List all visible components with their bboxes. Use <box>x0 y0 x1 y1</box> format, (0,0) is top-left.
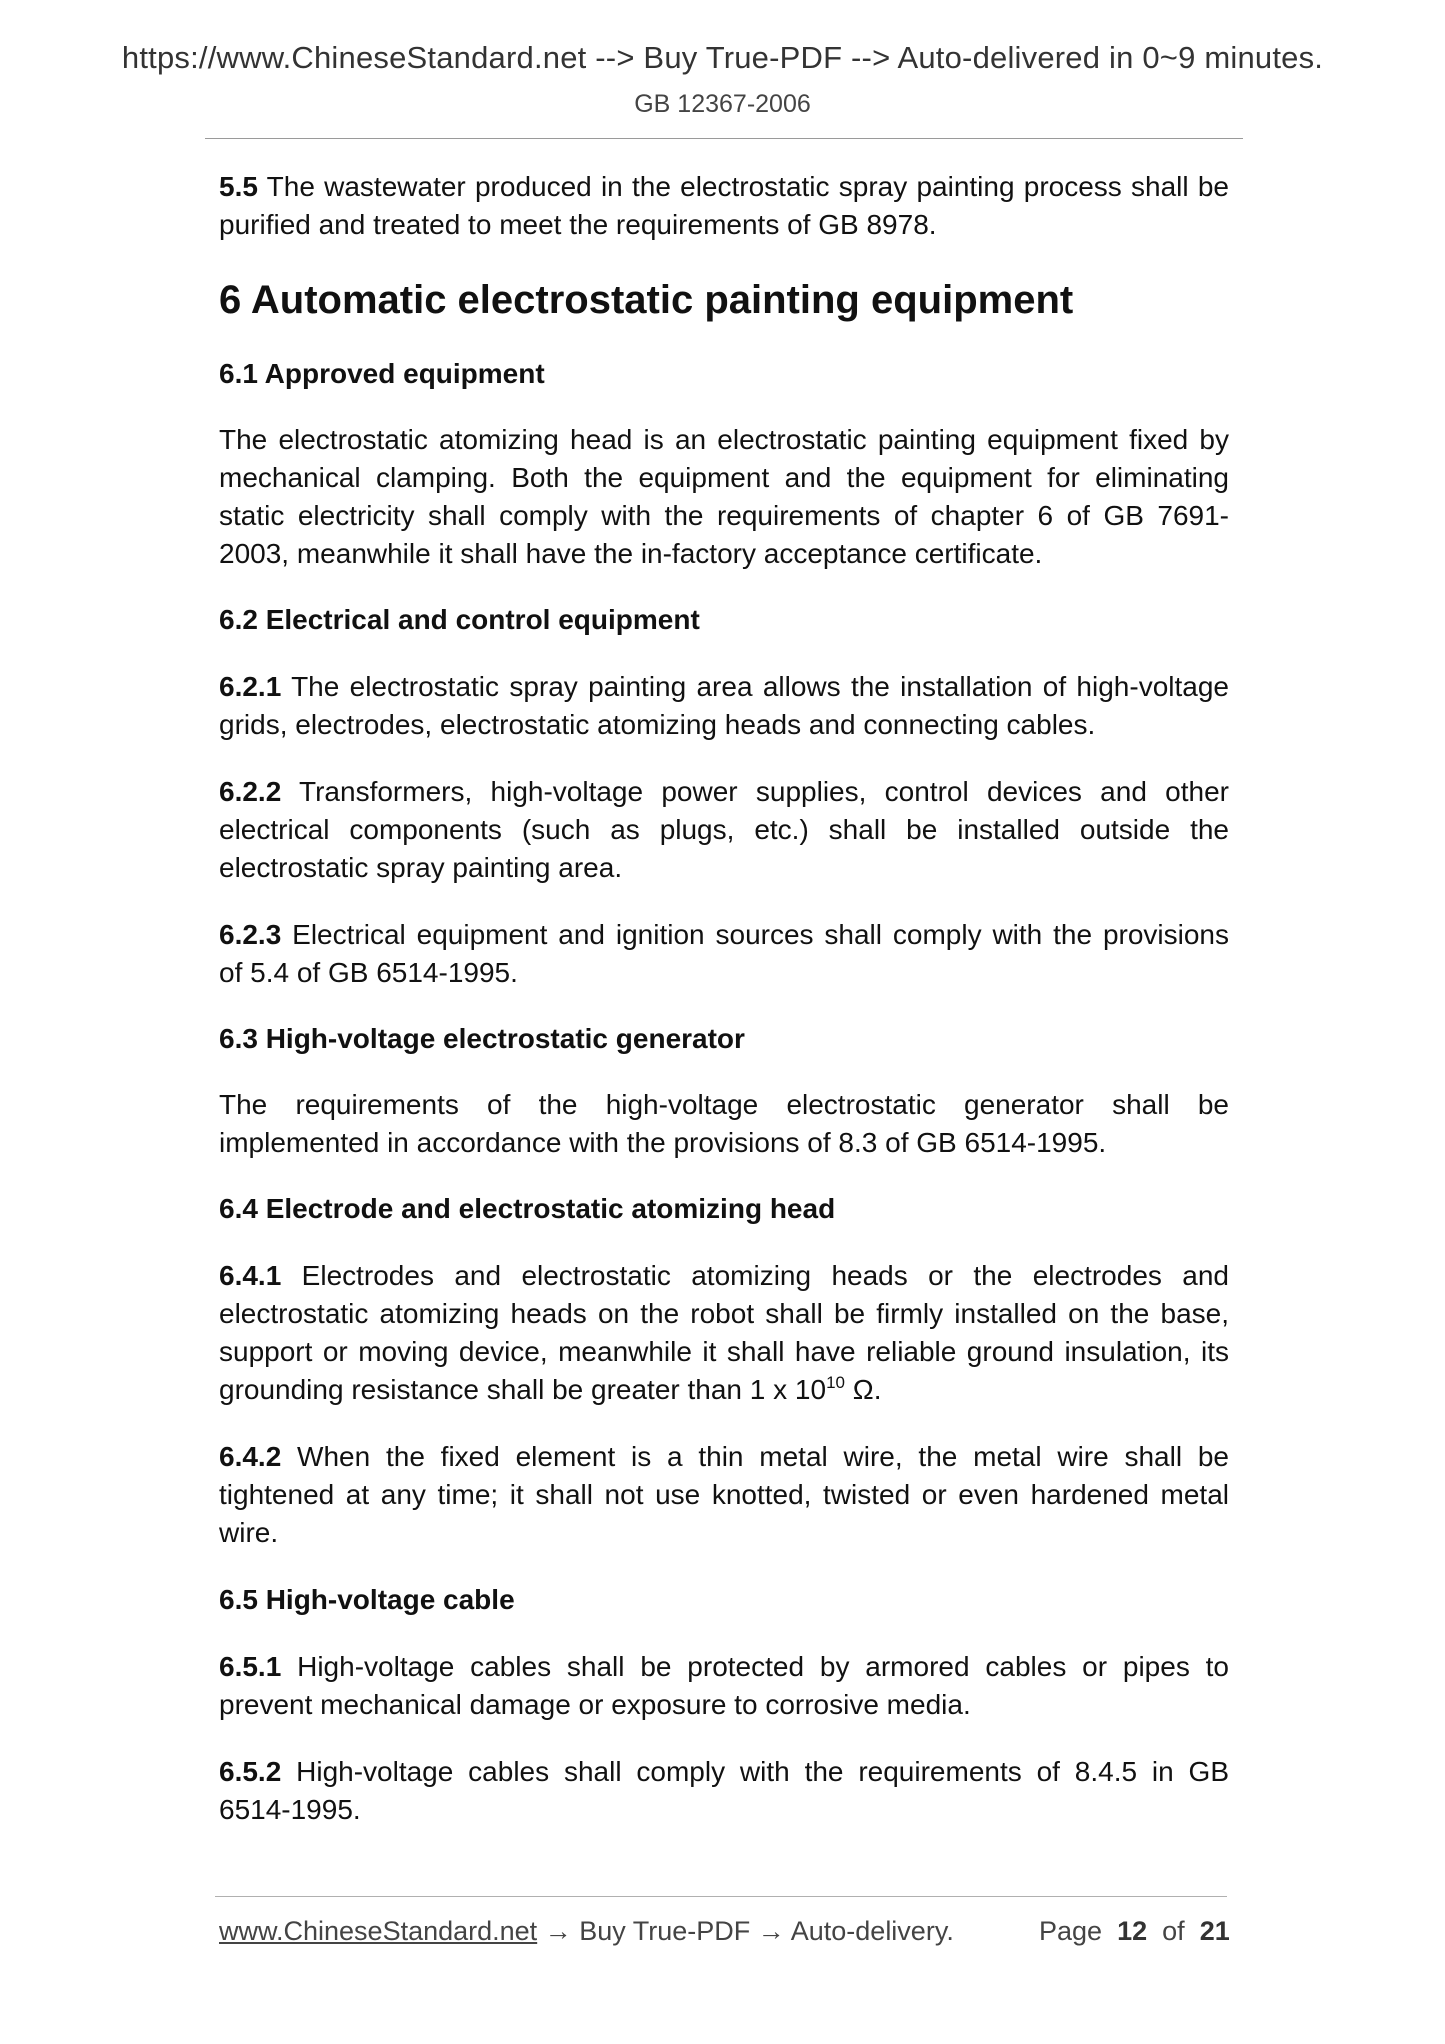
footer-promo <box>219 1916 954 1947</box>
page-counter <box>1039 1916 1230 1947</box>
clause-6-4-1 <box>219 1257 1229 1409</box>
clause-number: 6.4.2 <box>219 1441 282 1472</box>
subsection-6-5-heading: 6.5 High-voltage cable <box>219 1584 515 1615</box>
clause-text: High-voltage cables shall be protected by armored cables or pipes to prevent mechanical damage or exposure to corrosive media. <box>219 1651 1229 1720</box>
clause-number: 6.5.1 <box>219 1651 282 1682</box>
clause-text: Transformers, high-voltage power supplies, control devices and other electrical components (such as plugs, etc.) shall be installed outside the electrostatic spray painting area. <box>219 776 1229 883</box>
clause-number: 5.5 <box>219 171 258 202</box>
clause-text-tail: Ω. <box>844 1374 882 1405</box>
exponent: 10 <box>826 1373 845 1392</box>
footer-divider <box>215 1896 1227 1897</box>
total-pages: 21 <box>1199 1916 1230 1946</box>
subsection-6-1-heading: 6.1 Approved equipment <box>219 358 545 389</box>
clause-number: 6.2.3 <box>219 919 282 950</box>
subsection-6-4-heading: 6.4 Electrode and electrostatic atomizing head <box>219 1193 836 1224</box>
clause-5-5 <box>219 168 1229 244</box>
clause-6-5-2 <box>219 1753 1229 1829</box>
header-divider <box>205 138 1243 139</box>
page-number: 12 <box>1117 1916 1148 1946</box>
clause-text: When the fixed element is a thin metal wire, the metal wire shall be tightened at any time; it shall not use knotted, twisted or even hardened metal wire. <box>219 1441 1229 1548</box>
clause-text: The electrostatic spray painting area allows the installation of high-voltage grids, electrodes, electrostatic atomizing heads and connecting cables. <box>219 671 1229 740</box>
clause-6-3-text: The requirements of the high-voltage electrostatic generator shall be implemented in accordance with the provisions of 8.3 of GB 6514-1995. <box>219 1089 1229 1158</box>
clause-number: 6.2.2 <box>219 776 282 807</box>
footer-site-link[interactable]: www.ChineseStandard.net <box>219 1916 538 1946</box>
clause-text: The wastewater produced in the electrostatic spray painting process shall be purified and treated to meet the requirements of GB 8978. <box>219 171 1229 240</box>
page-content <box>219 168 1229 1829</box>
clause-6-4-2 <box>219 1438 1229 1552</box>
clause-text: Electrical equipment and ignition sources shall comply with the provisions of 5.4 of GB 6514-1995. <box>219 919 1229 988</box>
clause-6-1-text: The electrostatic atomizing head is an electrostatic painting equipment fixed by mechanical clamping. Both the equipment and the equipment for eliminating static electricity shall comply with the requirements of chapter 6 of GB 7691-2003, meanwhile it shall have the in-factory acceptance certificate. <box>219 424 1229 569</box>
document-id: GB 12367-2006 <box>634 90 811 118</box>
subsection-6-2-heading: 6.2 Electrical and control equipment <box>219 604 700 635</box>
clause-6-2-2 <box>219 773 1229 887</box>
page-label: Page <box>1039 1916 1103 1946</box>
clause-number: 6.4.1 <box>219 1260 282 1291</box>
clause-6-2-3 <box>219 916 1229 992</box>
clause-number: 6.2.1 <box>219 671 282 702</box>
top-banner: https://www.ChineseStandard.net --> Buy True-PDF --> Auto-delivered in 0~9 minutes. <box>121 40 1324 75</box>
section-6-heading: 6 Automatic electrostatic painting equipment <box>219 278 1074 322</box>
of-label: of <box>1162 1916 1185 1946</box>
subsection-6-3-heading: 6.3 High-voltage electrostatic generator <box>219 1023 745 1054</box>
clause-number: 6.5.2 <box>219 1756 282 1787</box>
footer-tagline: → Buy True-PDF → Auto-delivery. <box>537 1916 954 1946</box>
clause-text: Electrodes and electrostatic atomizing heads or the electrodes and electrostatic atomizing heads on the robot shall be firmly installed on the base, support or moving device, meanwhile it shall have reliable ground insulation, its grounding resistance shall be greater than 1 x 10 <box>219 1260 1229 1405</box>
clause-6-2-1 <box>219 668 1229 744</box>
clause-text: High-voltage cables shall comply with the requirements of 8.4.5 in GB 6514-1995. <box>219 1756 1229 1825</box>
clause-6-5-1 <box>219 1648 1229 1724</box>
